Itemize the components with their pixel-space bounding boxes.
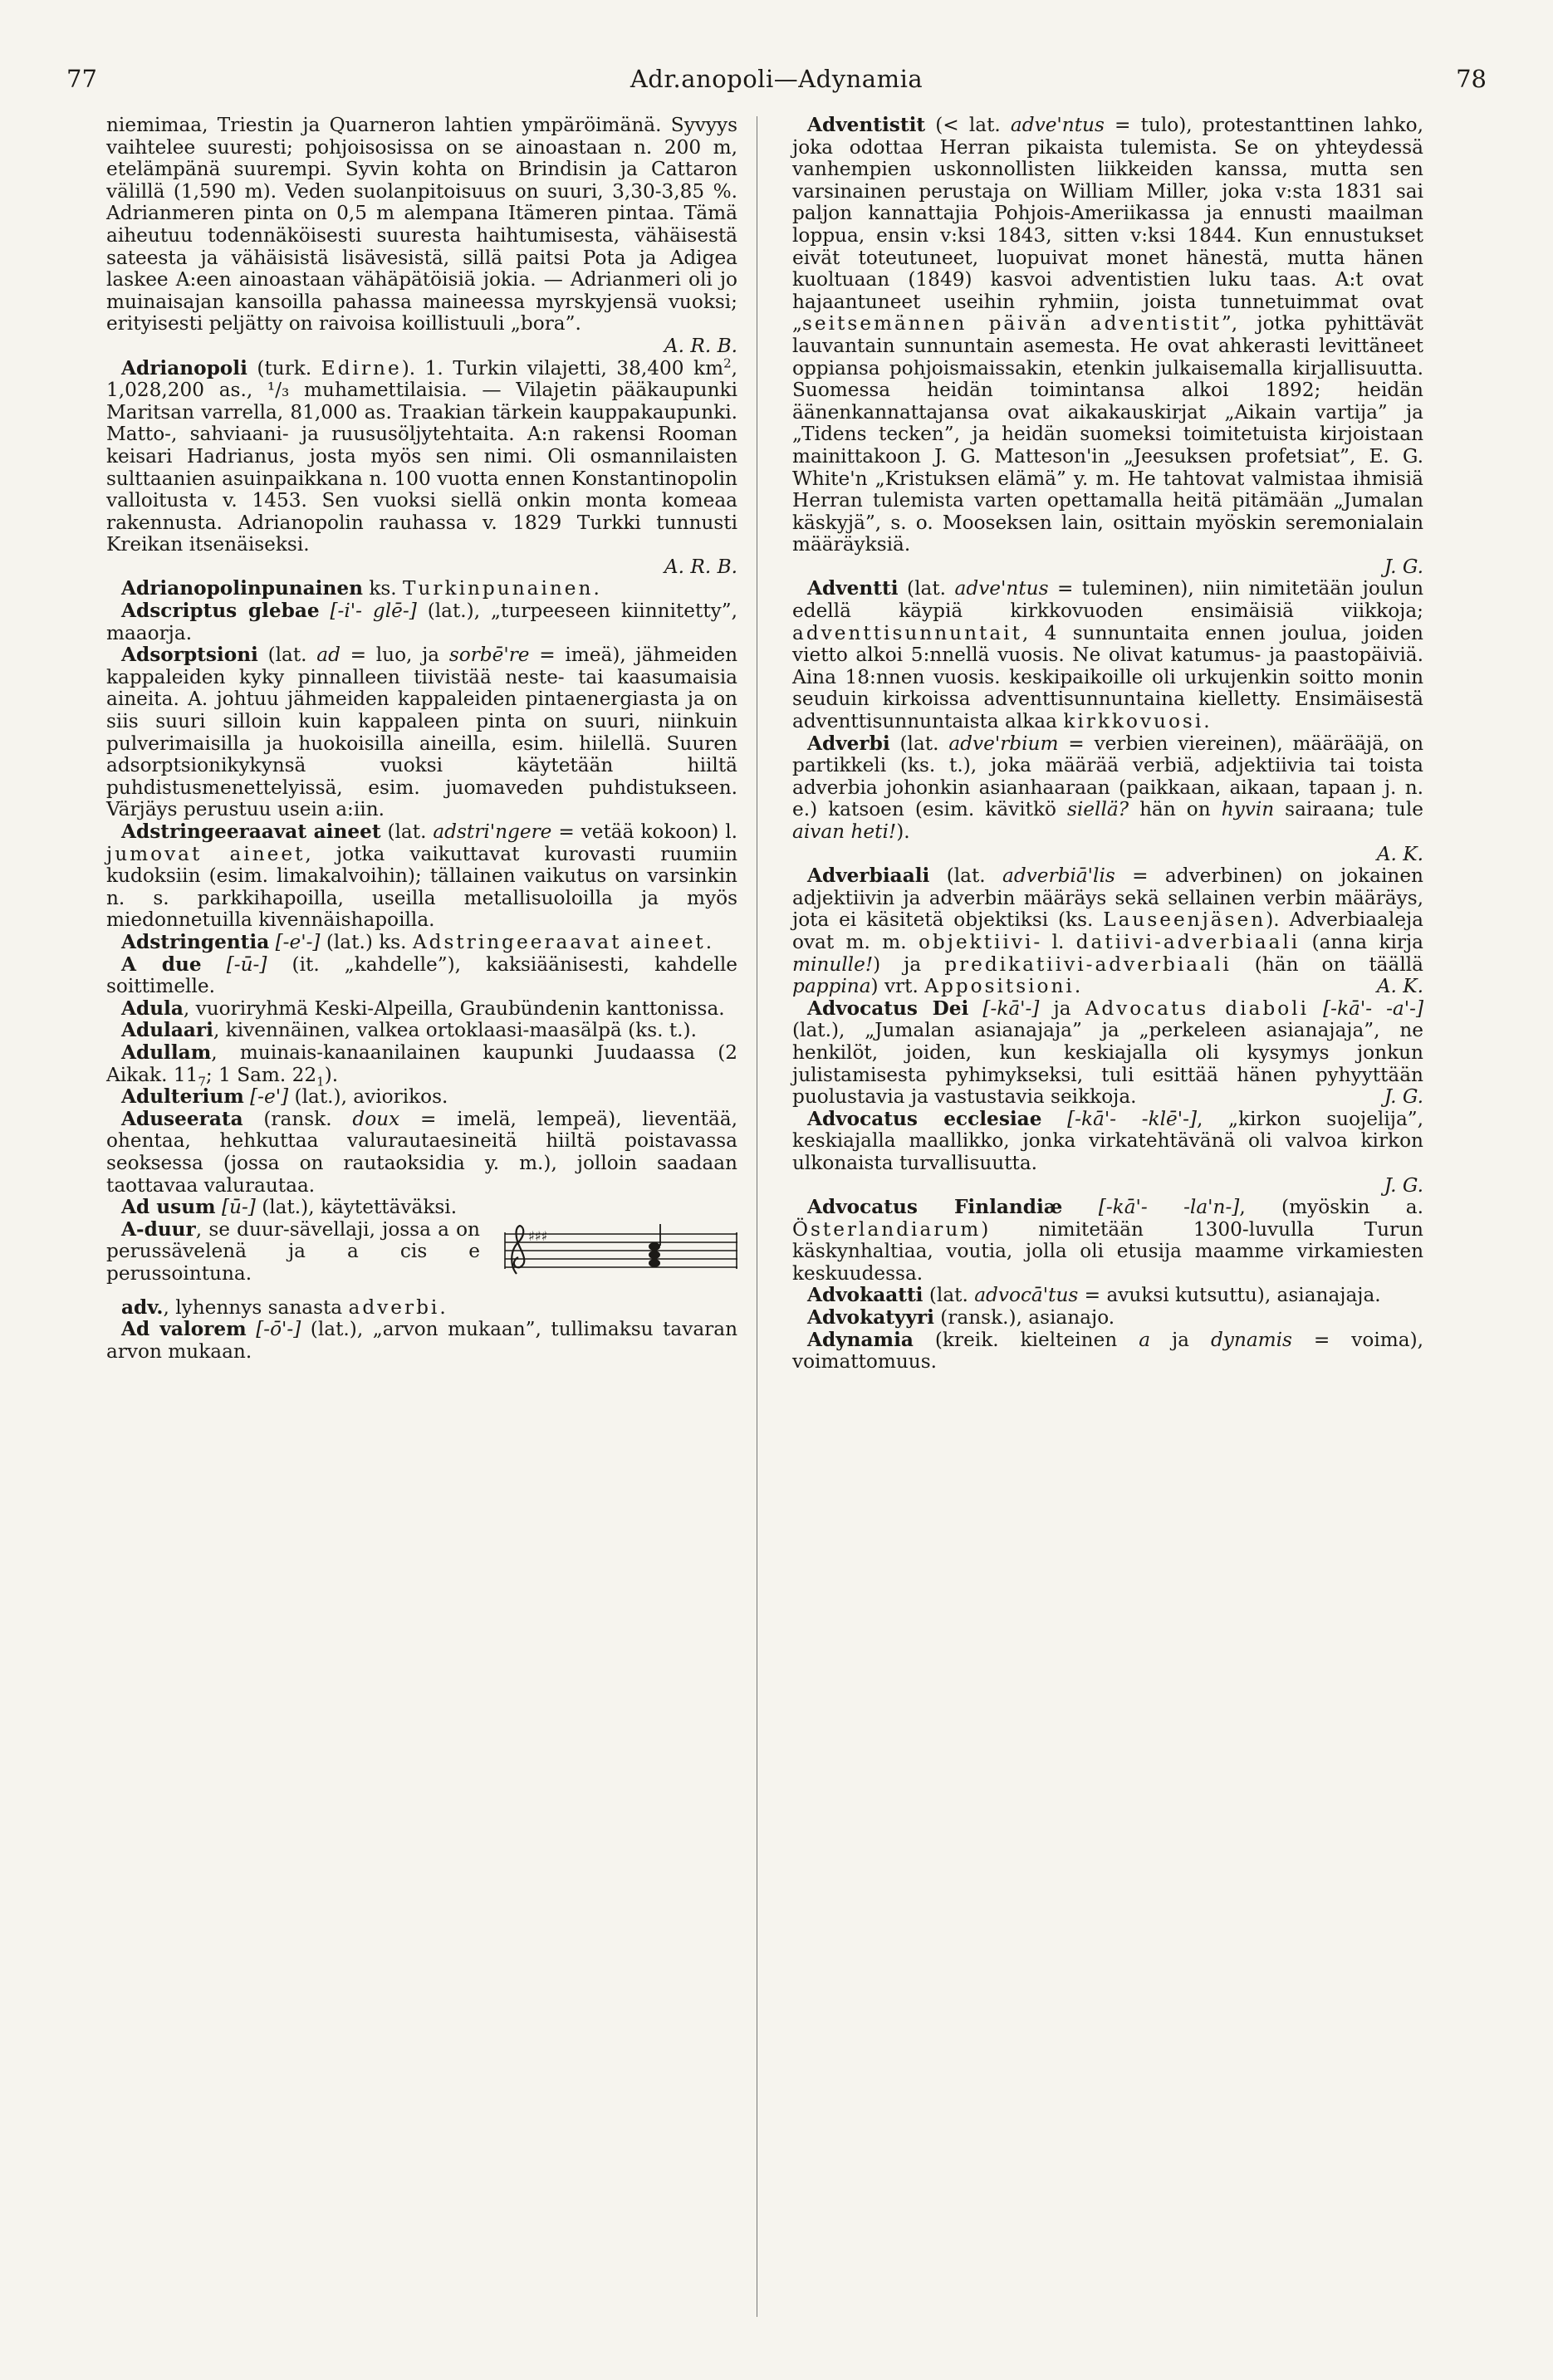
entry-advocatus-dei: Advocatus Dei [-kā'-] ja Advocatus diaboli [-kā'- -a'-] (lat.), „Jumalan asianajaja” ja „perkeleen asianajaja”, ne henkilöt, joiden, kun keskiajalla oli kysymys jonkun julistamisesta pyhimykseksi, tuli esittää hänen pyhyyttään puolustavia ja vastustavia seikkoja. J. G. <box>792 997 1424 1109</box>
headword: A due <box>121 952 202 976</box>
author-signature: A. R. B. <box>664 334 737 357</box>
headword: Adscriptus glebae <box>121 600 320 623</box>
page-number-right: 78 <box>1456 65 1487 93</box>
page-header <box>0 55 1553 105</box>
headword: Adventti <box>807 577 899 600</box>
headword: Adullam <box>121 1041 212 1064</box>
headword: Ad valorem <box>121 1318 247 1341</box>
entry-adulaari: Adulaari, kivennäinen, valkea ortoklaasi-maasälpä (ks. t.). <box>121 1019 697 1042</box>
entry-adrianmeri-continued: niemimaa, Triestin ja Quarneron lahtien ympäröimänä. Syvyys vaihtelee suuresti; pohjoisosissa on se ainoastaan n. 200 m, etelämpänä suurempi. Syvin kohta on Brindisin ja Cattaron välillä (1,590 m). Veden suolanpitoisuus on suuri, 3,30-3,85 %. Adrianmeren pinta on 0,5 m alempana Itämeren pintaa. Tämä aiheutuu todennäköisesti suuresta haihtumisesta, vähäisestä sateesta ja vähäisistä lisävesistä, sillä paitsi Pota ja Adigea laskee A:een ainoastaan vähäpätöisiä jokia. — Adrianmeri oli jo muinaisajan kansoilla pahassa maineessa myrskyjensä vuoksi; erityisesti peljätty on raivoisa koillistuuli „bora”. A. R. B. <box>106 114 737 357</box>
entry-adulterium: Adulterium [-e'] (lat.), aviorikos. <box>121 1085 448 1109</box>
page-title: Adr.anopoli—Adynamia <box>630 65 923 93</box>
entry-adula: Adula, vuoriryhmä Keski-Alpeilla, Graubündenin kanttonissa. <box>121 997 725 1020</box>
entry-adynamia: Adynamia (kreik. kielteinen a ja dynamis = voima), voimattomuus. <box>792 1328 1423 1374</box>
entry-aduseerata: Aduseerata (ransk. doux = imelä, lempeä), lieventää, ohentaa, hehkuttaa valurautaesineitä hiiltä poistavassa seoksessa (jossa on rautaoksidia y. m.), jolloin saadaan taottavaa valurautaa. <box>106 1107 737 1197</box>
left-column <box>106 115 737 1363</box>
right-column <box>792 115 1423 1374</box>
headword: Adsorptsioni <box>121 644 258 667</box>
entry-adsorptsioni: Adsorptsioni (lat. ad = luo, ja sorbē're = imeä), jähmeiden kappaleiden kyky pinnalleen tiivistää neste- tai kaasumaisia aineita. A. johtuu jähmeiden kappaleiden pintaenergiasta ja on siis suuri silloin kuin kappaleen pinta on suuri, niinkuin pulverimaisilla ja huokoisilla aineilla, esim. hiilellä. Suuren adsorptsionikykynsä vuoksi käytetään hiiltä puhdistusmenettelyissä, esim. juomaveden puhdistukseen. Värjäys perustuu usein a:iin. <box>106 644 738 821</box>
headword: Advocatus Dei <box>807 997 969 1020</box>
page-number-left: 77 <box>66 65 97 93</box>
headword: Adrianopoli <box>121 356 247 380</box>
entry-adscriptus-glebae: Adscriptus glebae [-i'- glē-] (lat.), „turpeeseen kiinnitetty”, maaorja. <box>106 600 737 644</box>
entry-advocatus-finlandiae: Advocatus Finlandiæ [-kā'- -la'n-], (myöskin a. Österlandiarum) nimitetään 1300-luvulla Turun käskynhaltiaa, voutia, jolla oli etusija maamme virkamiesten keskuudessa. <box>792 1196 1423 1285</box>
author-signature: J. G. <box>1384 1173 1423 1197</box>
headword: Advocatus ecclesiae <box>807 1107 1042 1130</box>
svg-text:♯♯♯: ♯♯♯ <box>528 1227 548 1244</box>
entry-adverbi: Adverbi (lat. adve'rbium = verbien viereinen), määrääjä, on partikkeli (ks. t.), joka määrää verbiä, adjektiivia tai toista adverbia johonkin asianhaaraan (paikkaan, aikaan, tapaan j. n. e.) katsoen (esim. kävitkö siellä? hän on hyvin sairaana; tule aivan heti!). A. K. <box>792 732 1424 865</box>
headword: Advokaatti <box>807 1284 923 1307</box>
headword: Adulterium <box>121 1085 244 1109</box>
headword: Adverbiaali <box>807 864 930 888</box>
headword: Adrianopolinpunainen <box>121 577 363 600</box>
entry-ad-usum: Ad usum [ū-] (lat.), käytettäväksi. <box>121 1196 458 1219</box>
author-signature: J. G. <box>1384 555 1423 578</box>
entry-advokaatti: Advokaatti (lat. advocā'tus = avuksi kutsuttu), asianajaja. <box>807 1284 1381 1307</box>
entry-adventti: Adventti (lat. adve'ntus = tuleminen), niin nimitetään joulun edellä käypiä kirkkovuoden ensimäisiä viikkoja; adventtisunnuntait, 4 sunnuntaita ennen joulua, joiden vietto alkoi 5:nnellä vuosis. Ne olivat katumus- ja paastopäiviä. Aina 18:nnen vuosis. keskipaikoille oli urkujenkin soitto monin seuduin kirkoissa adventtisunnuntaina kielletty. Ensimäisestä adventtisunnuntaista alkaa kirkkovuosi. <box>792 577 1424 733</box>
author-signature: J. G. <box>1384 1085 1423 1109</box>
headword: Advokatyyri <box>807 1306 934 1330</box>
entry-a-due: A due [-ū-] (it. „kahdelle”), kaksiäänisesti, kahdelle soittimelle. <box>106 952 738 998</box>
entry-adrianopoli: Adrianopoli (turk. Edirne). 1. Turkin vilajetti, 38,400 $km^2$, 1,028,200 as., ¹/₃ muhamettilaisia. — Vilajetin pääkaupunki Maritsan varrella, 81,000 as. Traakian tärkein kauppakaupunki. Matto-, sahviaani- ja ruususöljytehtaita. A:n rakensi Rooman keisari Hadrianus, josta myös sen nimi. Oli osmannilaisten sulttaanien asuinpaikkana n. 100 vuotta ennen Konstantinopolin valloitusta v. 1453. Sen vuoksi siellä onkin monta komeaa rakennusta. Adrianopolin rauhassa v. 1829 Turkki tunnusti Kreikan itsenäiseksi. A. R. B. <box>106 355 738 578</box>
entry-adstringeeraavat-aineet: Adstringeeraavat aineet (lat. adstri'ngere = vetää kokoon) l. jumovat aineet, jotka vaikuttavat kurovasti ruumiin kudoksiin (esim. limakalvoihin); tällainen vaikutus on varsinkin n. s. parkkihapoilla, useilla metallisuoloilla ja myös miedonnetuilla kivennäishapoilla. <box>106 820 738 932</box>
headword: Adstringeeraavat aineet <box>121 820 381 843</box>
entry-adrianopolinpunainen: Adrianopolinpunainen ks. Turkinpunainen. <box>121 577 600 600</box>
entry-adventistit: Adventistit (< lat. adve'ntus = tulo), protestanttinen lahko, joka odottaa Herran pikaista tulemista. Se on yhteydessä vanhempien uskonnollisten liikkeiden kanssa, mutta sen varsinainen perustaja on William Miller, joka v:sta 1831 sai paljon kannattajia Pohjois-Ameriikassa ja ennusti maailman loppua, ensin v:ksi 1843, sitten v:ksi 1844. Kun ennustukset eivät toteutuneet, luopuivat monet hänestä, mutta hänen kuoltuaan (1849) kasvoi adventistien luku taas. A:t ovat hajaantuneet useihin ryhmiin, joista tunnetuimmat ovat „seitsemännen päivän adventistit”, jotka pyhittävät lauvantain sunnuntain asemesta. He ovat ahkerasti levittäneet oppiansa pohjoismaissakin, etenkin julkaisemalla kirjallisuutta. Suomessa heidän toimintansa alkoi 1892; heidän äänenkannattajansa ovat aikakauskirjat „Aikain vartija” ja „Tidens tecken”, ja heidän suomeksi toimitetuista kirjoistaan mainittakoon J. G. Matteson'in „Jeesuksen profetsiat”, E. G. White'n „Kristuksen elämä” y. m. He tahtovat valmistaa ihmisiä Herran tulemista varten opettamalla heitä pitämään „Jumalan käskyjä”, s. o. Mooseksen lain, osittain myöskin seremonialain määräyksiä. J. G. <box>792 114 1424 578</box>
entry-ad-valorem: Ad valorem [-ō'-] (lat.), „arvon mukaan”, tullimaksu tavaran arvon mukaan. <box>106 1318 737 1363</box>
entry-adv: adv., lyhennys sanasta adverbi. <box>121 1295 446 1319</box>
headword: adv. <box>121 1295 164 1319</box>
headword: Adula <box>121 997 184 1020</box>
author-signature: A. R. B. <box>664 555 737 578</box>
headword: Adstringentia <box>121 930 270 953</box>
headword: Adynamia <box>807 1328 914 1351</box>
music-staff-figure <box>488 1222 737 1289</box>
headword: Adventistit <box>807 114 926 136</box>
entry-adverbiaali: Adverbiaali (lat. adverbiā'lis = adverbinen) on jokainen adjektiivin ja adverbin määräys sekä sellainen verbin määräys, jota ei käsitetä objektiksi (ks. Lauseenjäsen). Adverbiaaleja ovat m. m. objektiivi- l. datiivi-adverbiaali (anna kirja minulle!) ja predikatiivi-adverbiaali (hän on täällä pappina) vrt. Appositsioni. A. K. <box>792 864 1424 998</box>
author-signature: A. K. <box>1376 842 1423 865</box>
headword: A-duur <box>121 1217 196 1241</box>
headword: Adverbi <box>807 732 890 755</box>
entry-advokatyyri: Advokatyyri (ransk.), asianajo. <box>807 1306 1115 1330</box>
headword: Ad usum <box>121 1196 216 1219</box>
headword: Adulaari <box>121 1019 213 1042</box>
entry-advocatus-ecclesiae: Advocatus ecclesiae [-kā'- -klē'-], „kirkon suojelija”, keskiajalla maallikko, jonka virkatehtävänä oli valvoa kirkon ulkonaista turvallisuutta. J. G. <box>792 1107 1423 1197</box>
entry-adullam: Adullam, muinais-kanaanilainen kaupunki Juudaassa (2 Aikak. $11_7$; 1 Sam. $22_1$). <box>106 1041 737 1090</box>
author-signature: A. K. <box>1376 975 1423 998</box>
entry-adstringentia: Adstringentia [-e'-] (lat.) ks. Adstringeeraavat aineet. <box>121 930 713 953</box>
headword: Aduseerata <box>121 1107 243 1130</box>
entry-a-duur: ♯♯♯ A-duur, se duur-sävellaji, jossa a on perussävelenä ja a cis e perussointuna. <box>106 1219 737 1285</box>
headword: Advocatus Finlandiæ <box>807 1196 1063 1219</box>
